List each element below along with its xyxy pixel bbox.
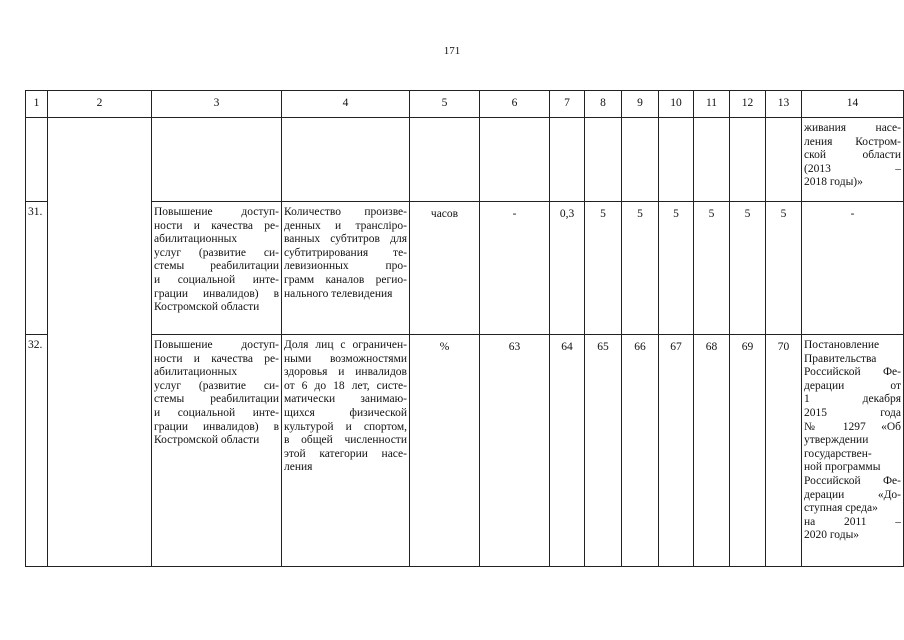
cell-value: 5: [659, 202, 694, 335]
cell-unit: %: [410, 335, 480, 567]
text-line: Правительства: [804, 352, 877, 365]
text-line: 2015 года: [804, 406, 901, 419]
table-row-32: [26, 335, 904, 567]
cell-value: 63: [480, 335, 550, 567]
cell-empty: [152, 118, 282, 202]
table-row-31: [26, 202, 904, 335]
text-line: левизионных про-: [284, 260, 407, 273]
text-line: нального телевидения: [284, 287, 393, 300]
column-header: 4: [282, 91, 410, 118]
cell-empty: [659, 118, 694, 202]
cell-value: 5: [622, 202, 659, 335]
cell-value: 64: [550, 335, 585, 567]
text-line: утверждении: [804, 434, 869, 447]
table-row-continuation: [26, 118, 904, 202]
cell-legal-basis: -: [802, 202, 904, 335]
text-line: ности и качества ре-: [154, 352, 279, 365]
text-line: Российской Фе-: [804, 366, 901, 379]
text-line: государствен-: [804, 447, 872, 460]
cell-legal-basis-continued: [802, 118, 904, 202]
text-line: Постановление: [804, 339, 880, 351]
cell-value: 5: [766, 202, 802, 335]
text-line: (2013 –: [804, 162, 901, 175]
text-line: на 2011 –: [804, 515, 901, 528]
column-header: 7: [550, 91, 585, 118]
text-line: от 6 до 18 лет, систе-: [284, 379, 407, 392]
text-line: и социальной инте-: [154, 273, 279, 286]
cell-empty: [480, 118, 550, 202]
text-line: стемы реабилитации: [154, 260, 279, 273]
column-header: 6: [480, 91, 550, 118]
column-number-row: [26, 91, 904, 118]
cell-value: 0,3: [550, 202, 585, 335]
text-line: Костромской области: [154, 434, 260, 447]
text-line: 2018 годы)»: [804, 176, 863, 189]
column-header: 3: [152, 91, 282, 118]
text-line: здоровья и инвалидов: [284, 366, 407, 379]
text-line: ления Костром-: [804, 135, 901, 148]
column-header: 11: [694, 91, 730, 118]
text-line: ными возможностями: [284, 352, 407, 365]
text-line: абилитационных: [154, 233, 238, 246]
cell-unit: часов: [410, 202, 480, 335]
cell-empty: [26, 118, 48, 202]
text-line: Повышение доступ-: [154, 206, 279, 218]
text-line: ности и качества ре-: [154, 219, 279, 232]
text-line: Российской Фе-: [804, 474, 901, 487]
text-line: ступная среда»: [804, 502, 878, 515]
text-line: щихся физической: [284, 406, 407, 419]
cell-empty: [622, 118, 659, 202]
cell-value: 5: [585, 202, 622, 335]
column-header: 5: [410, 91, 480, 118]
cell-value: 67: [659, 335, 694, 567]
text-line: Костромской области: [154, 301, 260, 314]
text-line: абилитационных: [154, 366, 238, 379]
text-line: услуг (развитие си-: [154, 246, 279, 259]
cell-value: 68: [694, 335, 730, 567]
cell-task-name: [152, 335, 282, 567]
column-header: 13: [766, 91, 802, 118]
cell-value: -: [480, 202, 550, 335]
page-number: 171: [443, 45, 461, 57]
text-line: грации инвалидов) в: [154, 420, 279, 433]
cell-indicator-name: [282, 335, 410, 567]
cell-empty: [730, 118, 766, 202]
cell-value: 66: [622, 335, 659, 567]
column-header: 12: [730, 91, 766, 118]
cell-empty: [282, 118, 410, 202]
text-line: культурой и спортом,: [284, 420, 407, 433]
text-line: Количество произве-: [284, 206, 407, 218]
text-line: 1 декабря: [804, 393, 901, 406]
cell-empty: [585, 118, 622, 202]
text-line: № 1297 «Об: [804, 420, 901, 433]
column-header: 9: [622, 91, 659, 118]
column-header: 1: [26, 91, 48, 118]
text-line: ной программы: [804, 461, 881, 474]
text-line: дерации «До-: [804, 488, 901, 501]
text-line: этой категории насе-: [284, 447, 407, 460]
cell-empty: [550, 118, 585, 202]
cell-empty: [410, 118, 480, 202]
text-line: живания насе-: [804, 122, 901, 134]
cell-value: 70: [766, 335, 802, 567]
text-line: субтитрирования те-: [284, 246, 407, 259]
text-line: и социальной инте-: [154, 406, 279, 419]
cell-value: 5: [730, 202, 766, 335]
text-line: услуг (развитие си-: [154, 379, 279, 392]
text-line: стемы реабилитации: [154, 393, 279, 406]
cell-indicator-name: [282, 202, 410, 335]
text-line: в общей численности: [284, 434, 407, 447]
text-line: ской области: [804, 149, 901, 162]
cell-value: 5: [694, 202, 730, 335]
text-line: денных и трансліро-: [284, 219, 407, 232]
text-line: 2020 годы»: [804, 529, 860, 542]
text-line: дерации от: [804, 379, 901, 392]
text-line: ванных субтитров для: [284, 233, 407, 246]
column-header: 8: [585, 91, 622, 118]
cell-merged-col2: [48, 118, 152, 567]
text-line: матически занимаю-: [284, 393, 407, 406]
text-line: грамм каналов регио-: [284, 273, 407, 286]
cell-task-name: [152, 202, 282, 335]
cell-empty: [766, 118, 802, 202]
program-indicators-table: [25, 90, 904, 567]
cell-value: 69: [730, 335, 766, 567]
column-header: 10: [659, 91, 694, 118]
cell-empty: [694, 118, 730, 202]
text-line: ления: [284, 461, 313, 474]
text-line: Повышение доступ-: [154, 339, 279, 351]
row-number: 31.: [26, 202, 48, 335]
row-number: 32.: [26, 335, 48, 567]
cell-legal-basis: [802, 335, 904, 567]
column-header: 2: [48, 91, 152, 118]
text-line: Доля лиц с ограничен-: [284, 339, 407, 351]
column-header: 14: [802, 91, 904, 118]
text-line: грации инвалидов) в: [154, 287, 279, 300]
cell-value: 65: [585, 335, 622, 567]
